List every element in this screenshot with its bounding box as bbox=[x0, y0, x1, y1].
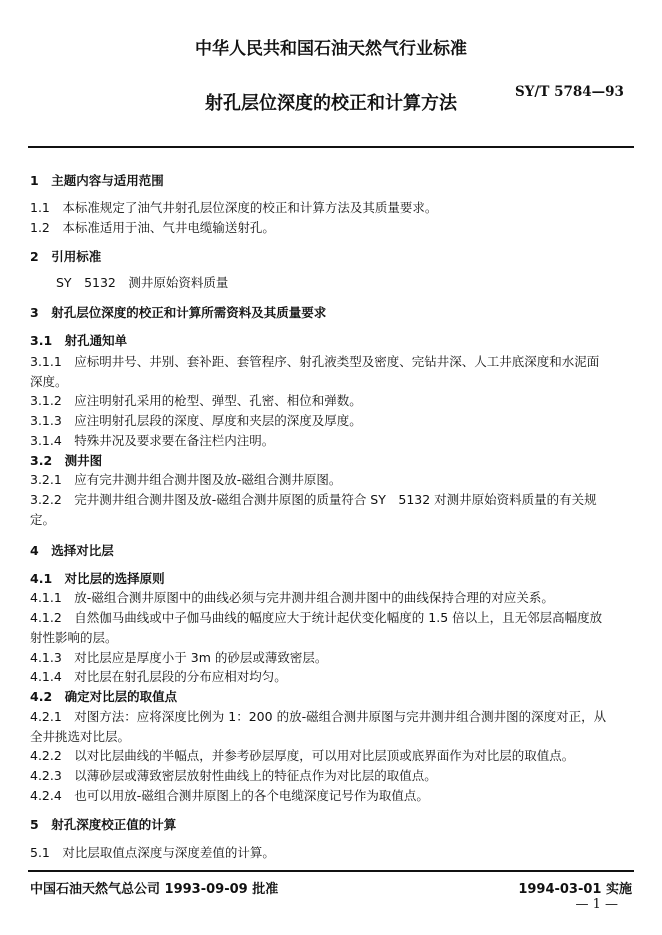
section-5-heading: 5 射孔深度校正值的计算 bbox=[30, 817, 177, 832]
clause-3-2-2-line2: 定。 bbox=[30, 512, 56, 527]
document-title: 射孔层位深度的校正和计算方法 bbox=[205, 93, 457, 114]
clause-3-1-4: 3.1.4 特殊井况及要求要在备注栏内注明。 bbox=[30, 433, 275, 448]
clause-1-2: 1.2 本标准适用于油、气井电缆输送射孔。 bbox=[30, 220, 275, 235]
header-rule bbox=[28, 146, 634, 148]
clause-4-2-1-line2: 全井挑选对比层。 bbox=[30, 729, 131, 744]
clause-4-1-2-line2: 射性影响的层。 bbox=[30, 630, 118, 645]
clause-1-1: 1.1 本标准规定了油气井射孔层位深度的校正和计算方法及其质量要求。 bbox=[30, 200, 438, 215]
clause-3-1-1-line2: 深度。 bbox=[30, 374, 68, 389]
clause-4-2-4: 4.2.4 也可以用放-磁组合测井原图上的各个电缆深度记号作为取值点。 bbox=[30, 788, 429, 803]
clause-3-1-2: 3.1.2 应注明射孔采用的枪型、弹型、孔密、相位和弹数。 bbox=[30, 393, 362, 408]
section-4-heading: 4 选择对比层 bbox=[30, 543, 114, 558]
clause-3-2-2-line1: 3.2.2 完井测井组合测井图及放-磁组合测井原图的质量符合 SY 5132 对测井原始资料质量的有关规 bbox=[30, 492, 597, 507]
implementation-date: 1994-03-01 实施 bbox=[518, 882, 632, 897]
standard-code: SY/T 5784—93 bbox=[515, 84, 624, 100]
clause-3-1-heading: 3.1 射孔通知单 bbox=[30, 333, 128, 348]
clause-4-1-2-line1: 4.1.2 自然伽马曲线或中子伽马曲线的幅度应大于统计起伏变化幅度的 1.5 倍以上，且无邻层高幅度放 bbox=[30, 610, 603, 625]
clause-5-1: 5.1 对比层取值点深度与深度差值的计算。 bbox=[30, 845, 275, 860]
clause-4-1-heading: 4.1 对比层的选择原则 bbox=[30, 571, 165, 586]
clause-4-2-heading: 4.2 确定对比层的取值点 bbox=[30, 689, 178, 704]
clause-4-2-2: 4.2.2 以对比层曲线的半幅点，并参考砂层厚度，可以用对比层顶或底界面作为对比层的取值点。 bbox=[30, 748, 575, 763]
clause-4-2-3: 4.2.3 以薄砂层或薄致密层放射性曲线上的特征点作为对比层的取值点。 bbox=[30, 768, 437, 783]
page-number: — 1 — bbox=[575, 897, 618, 912]
section-2-heading: 2 引用标准 bbox=[30, 249, 102, 264]
footer-rule bbox=[28, 870, 634, 872]
clause-3-2-1: 3.2.1 应有完井测井组合测井图及放-磁组合测井原图。 bbox=[30, 472, 342, 487]
standard-category-header: 中华人民共和国石油天然气行业标准 bbox=[195, 39, 467, 59]
approval-line: 中国石油天然气总公司 1993-09-09 批准 bbox=[30, 882, 279, 897]
clause-4-1-1: 4.1.1 放-磁组合测井原图中的曲线必须与完井测井组合测井图中的曲线保持合理的对应关系。 bbox=[30, 590, 554, 605]
referenced-standard: SY 5132 测井原始资料质量 bbox=[56, 275, 229, 290]
section-3-heading: 3 射孔层位深度的校正和计算所需资料及其质量要求 bbox=[30, 305, 327, 320]
clause-3-1-1-line1: 3.1.1 应标明井号、井别、套补距、套管程序、射孔液类型及密度、完钻井深、人工井底深度和水泥面 bbox=[30, 354, 600, 369]
clause-4-1-4: 4.1.4 对比层在射孔层段的分布应相对均匀。 bbox=[30, 669, 287, 684]
clause-3-2-heading: 3.2 测井图 bbox=[30, 453, 103, 468]
clause-4-2-1-line1: 4.2.1 对图方法：应将深度比例为 1：200 的放-磁组合测井原图与完井测井组合测井图的深度对正，从 bbox=[30, 709, 607, 724]
clause-3-1-3: 3.1.3 应注明射孔层段的深度、厚度和夹层的深度及厚度。 bbox=[30, 413, 362, 428]
clause-4-1-3: 4.1.3 对比层应是厚度小于 3m 的砂层或薄致密层。 bbox=[30, 650, 328, 665]
section-1-heading: 1 主题内容与适用范围 bbox=[30, 173, 164, 188]
